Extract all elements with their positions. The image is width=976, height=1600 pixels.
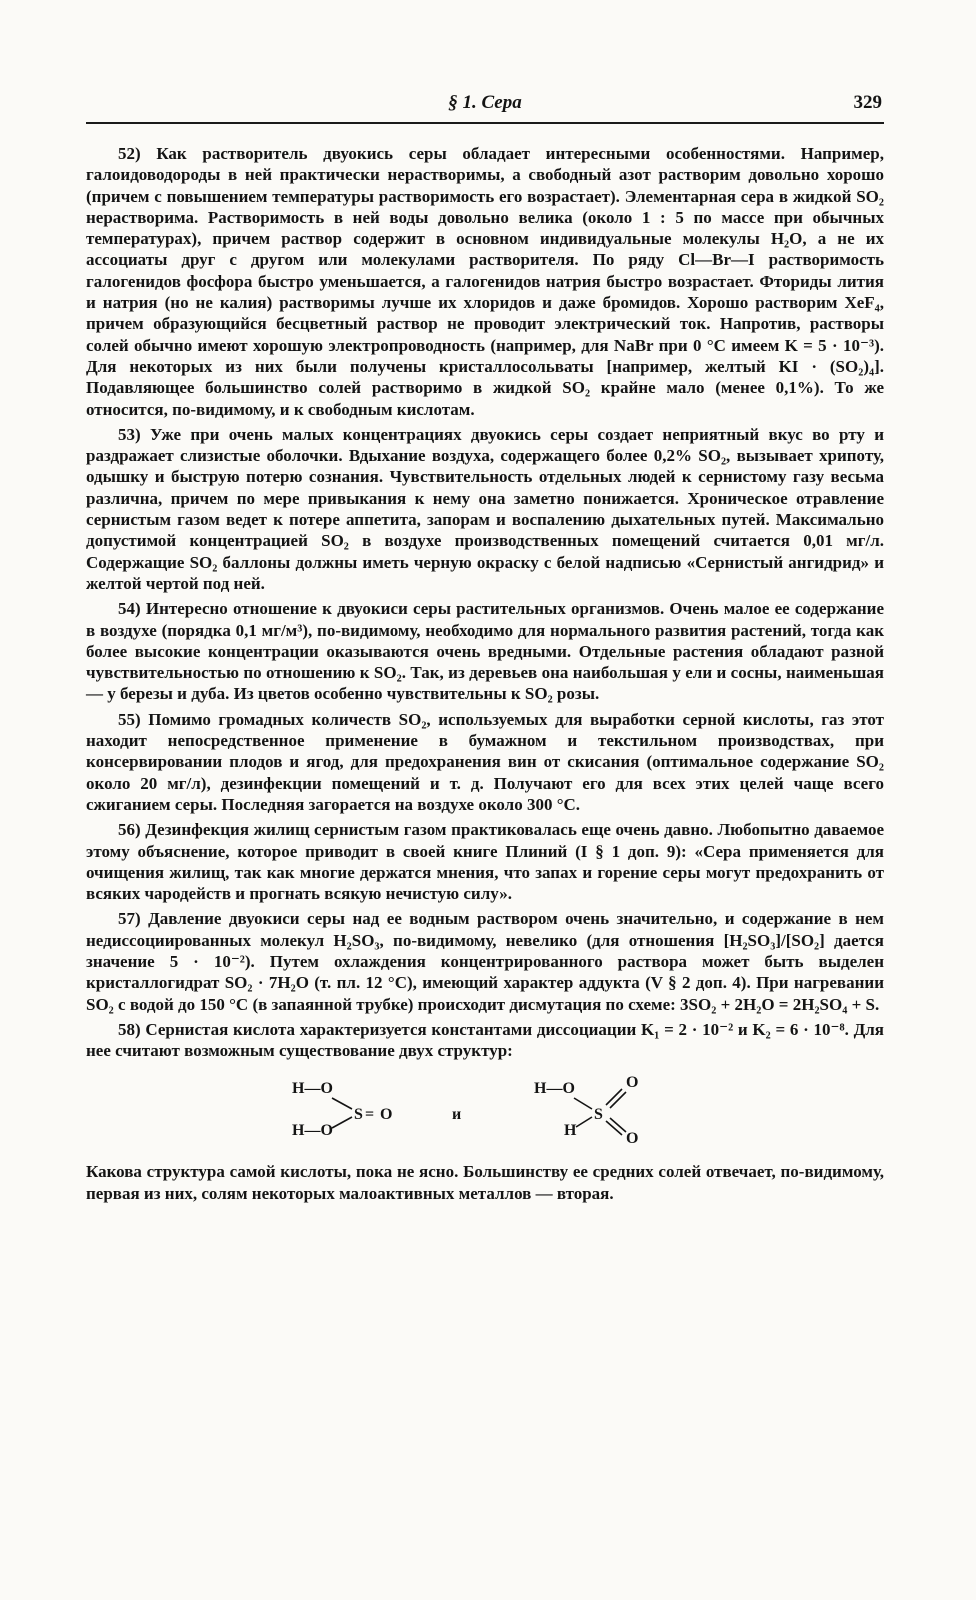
right-double-bottom-a [606, 1121, 622, 1135]
left-eq: = [365, 1106, 375, 1124]
running-title: § 1. Сера [448, 92, 522, 113]
closing-section [86, 1161, 884, 1204]
left-bond-bottom [332, 1117, 352, 1128]
note-56: 56) Дезинфекция жилищ сернистым газом практиковалась еще очень давно. Любопытно даваемое этому объяснение, которое приводит в своей книге Плиний (I § 1 доп. 9): «Сера применяется для очищения жилищ, так как многие держатся мнения, что запах и горение серы могут предохранить от всяких чародейств и прогнать всякую нечистую силу». [86, 820, 884, 904]
right-o-top: O [626, 1074, 639, 1092]
page-body [86, 143, 884, 1208]
left-s: S [354, 1106, 363, 1124]
note-58: 58) Сернистая кислота характеризуется константами диссоциации K₁ = 2 · 10⁻² и K₂ = 6 · 10⁻⁸. Для нее считают возможным существование двух структур: [86, 1019, 884, 1061]
right-h-bottom: H [564, 1122, 577, 1140]
closing-paragraph: Какова структура самой кислоты, пока не ясно. Большинству ее средних солей отвечает, по-видимому, первая из них, солям некоторых малоактивных металлов — вторая. [86, 1162, 884, 1203]
page-number: 329 [853, 92, 882, 113]
page-header [86, 90, 884, 124]
right-double-top-a [606, 1089, 622, 1105]
right-bond-bottom [576, 1117, 592, 1127]
right-o-bottom: O [626, 1130, 639, 1148]
note-53: 53) Уже при очень малых концентрациях двуокись серы создает неприятный вкус во рту и раздражает слизистые оболочки. Вдыхание воздуха, содержащего более 0,2% SO₂, вызывает хрипоту, одышку и быструю потерю сознания. Чувствительность отдельных людей к сернистому газу весьма различна, причем по мере привыкания к нему она заметно понижается. Хроническое отравление сернистым газом ведет к потере аппетита, запорам и воспалению дыхательных путей. Максимально допустимой концентрацией SO₂ в воздухе производственных помещений считается 0,01 мг/л. Содержащие SO₂ баллоны должны иметь черную окраску с белой надписью «Сернистый ангидрид» и желтой чертой под ней. [86, 424, 884, 593]
note-57: 57) Давление двуокиси серы над ее водным раствором очень значительно, и содержание в нем недиссоциированных молекул H₂SO₃, по-видимому, невелико (для отношения [H₂SO₃]/[SO₂] дается значение 5 · 10⁻²). Путем охлаждения концентрированного раствора может быть выделен кристаллогидрат SO₂ · 7H₂O (т. пл. 12 °C), имеющий характер аддукта (V § 2 доп. 4). При нагревании SO₂ с водой до 150 °C (в запаянной трубке) происходит дисмутация по схеме: 3SO₂ + 2H₂O = 2H₂SO₄ + S. [86, 909, 884, 1014]
formulas-svg [86, 1065, 884, 1151]
note-55: 55) Помимо громадных количеств SO₂, используемых для выработки серной кислоты, газ этот находит непосредственное применение в бумажном и текстильном производствах, при консервировании плодов и ягод, для предохранения вин от скисания (оптимальное содержание SO₂ около 20 мг/л), дезинфекции помещений и т. д. Получают его для всех этих целей чаще всего сжиганием серы. Последняя загорается на воздухе около 300 °C. [86, 709, 884, 814]
structural-formulas [86, 1065, 884, 1151]
right-s: S [594, 1106, 603, 1124]
right-bond-top [574, 1098, 592, 1109]
left-bond-top [332, 1098, 352, 1109]
right-double-top-b [610, 1092, 626, 1108]
structure-right [534, 1074, 638, 1147]
right-double-bottom-b [610, 1118, 626, 1132]
right-ho-top: H—O [534, 1080, 575, 1098]
note-52: 52) Как растворитель двуокись серы обладает интересными особенностями. Например, галоидоводороды в ней практически нерастворимы, а свободный азот растворим довольно хорошо (причем с повышением температуры растворимость его возрастает). Элементарная сера в жидкой SO₂ нерастворима. Растворимость в ней воды довольно велика (около 1 : 5 по массе при обычных температурах), причем раствор содержит в основном индивидуальные молекулы H₂O, а не их ассоциаты друг с другом или молекулами растворителя. По ряду Cl—Br—I растворимость галогенидов фосфора быстро уменьшается, а галогенидов натрия быстро возрастает. Фториды лития и натрия (но не калия) растворимы лучше их хлоридов и даже бромидов. Хорошо растворим XeF₄, причем образующийся бесцветный раствор не проводит электрический ток. Напротив, растворы солей обычно имеют хорошую электропроводность (например, для NaBr при 0 °C имеем K = 5 · 10⁻³). Для некоторых из них были получены кристаллосольваты [например, желтый KI · (SO₂)₄]. Подавляющее большинство солей растворимо в жидкой SO₂ крайне мало (менее 0,1%). То же относится, по-видимому, и к свободным кислотам. [86, 144, 884, 419]
structure-left [292, 1080, 392, 1139]
left-ho-top: H—O [292, 1080, 333, 1098]
left-o: O [380, 1106, 393, 1124]
note-54: 54) Интересно отношение к двуокиси серы растительных организмов. Очень малое ее содержание в воздухе (порядка 0,1 мг/м³), по-видимому, необходимо для нормального развития растений, тогда как более высокие концентрации оказываются очень вредными. Отдельные растения обладают разной чувствительностью по отношению к SO₂. Так, из деревьев она наибольшая у ели и сосны, наименьшая — у березы и дуба. Из цветов особенно чувствительны к SO₂ розы. [86, 599, 884, 704]
left-ho-bottom: H—O [292, 1122, 333, 1140]
formula-connector: и [452, 1106, 462, 1124]
